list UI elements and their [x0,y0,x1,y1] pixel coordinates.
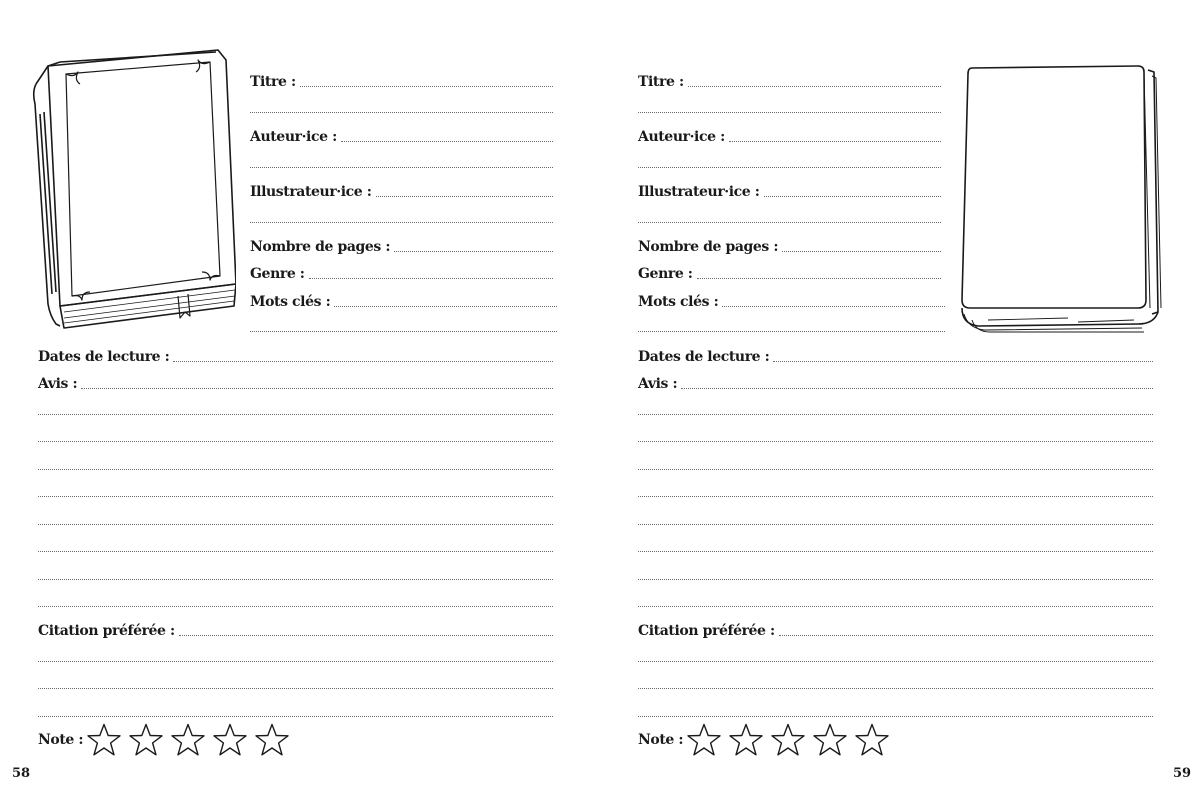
genre-input-line[interactable] [697,275,941,279]
review-field [638,370,1153,392]
genre-field [250,260,553,282]
quote-line[interactable] [638,716,1153,717]
rating-field [638,726,688,748]
open-book-icon [958,62,1164,334]
reading-dates-field [638,343,1153,365]
title-field [250,68,553,90]
review-line[interactable] [38,606,553,607]
quote-line[interactable] [38,716,553,717]
review-line[interactable] [38,496,553,497]
illustrator-input-line[interactable] [376,193,553,197]
quote-line[interactable] [638,661,1153,662]
review-label: Avis : [38,376,78,392]
keywords-input-line[interactable] [334,303,557,307]
illustrator-field [638,178,941,200]
genre-label: Genre : [250,266,305,282]
review-input-line[interactable] [681,385,1153,389]
keywords-field [638,288,945,310]
title-field [638,68,941,90]
star-outline-icon[interactable] [171,723,205,757]
quote-input-line[interactable] [779,632,1153,636]
review-line[interactable] [638,524,1153,525]
title-label: Titre : [250,74,296,90]
reading-dates-input-line[interactable] [173,358,553,362]
rating-stars [687,723,889,757]
review-line[interactable] [638,496,1153,497]
title-input-line[interactable] [300,83,553,87]
page-number: 58 [12,766,31,781]
review-field [38,370,553,392]
rating-stars [87,723,289,757]
quote-label: Citation préférée : [638,623,775,639]
title-label: Titre : [638,74,684,90]
author-input-line[interactable] [729,138,941,142]
pages-input-line[interactable] [394,248,553,252]
review-input-line[interactable] [81,385,553,389]
author-extra-line[interactable] [250,167,553,168]
pages-field [250,233,553,255]
review-line[interactable] [38,551,553,552]
pages-input-line[interactable] [782,248,941,252]
star-outline-icon[interactable] [213,723,247,757]
quote-line[interactable] [638,688,1153,689]
star-outline-icon[interactable] [729,723,763,757]
illustrator-extra-line[interactable] [638,222,941,223]
star-outline-icon[interactable] [813,723,847,757]
title-input-line[interactable] [688,83,941,87]
review-line[interactable] [38,414,553,415]
right-page [600,0,1200,794]
author-extra-line[interactable] [638,167,941,168]
star-outline-icon[interactable] [687,723,721,757]
author-label: Auteur·ice : [638,129,725,145]
genre-label: Genre : [638,266,693,282]
keywords-input-line[interactable] [722,303,945,307]
closed-book-icon [30,44,236,334]
quote-line[interactable] [38,688,553,689]
quote-label: Citation préférée : [38,623,175,639]
pages-label: Nombre de pages : [638,239,779,255]
quote-field [638,617,1153,639]
page-number: 59 [1173,766,1192,781]
review-line[interactable] [38,469,553,470]
quote-input-line[interactable] [179,632,553,636]
review-line[interactable] [38,441,553,442]
genre-field [638,260,941,282]
review-line[interactable] [638,606,1153,607]
star-outline-icon[interactable] [129,723,163,757]
illustrator-field [250,178,553,200]
review-line[interactable] [638,414,1153,415]
reading-dates-label: Dates de lecture : [638,349,770,365]
reading-dates-label: Dates de lecture : [38,349,170,365]
review-line[interactable] [638,469,1153,470]
rating-field [38,726,88,748]
illustrator-label: Illustrateur·ice : [638,184,760,200]
reading-dates-input-line[interactable] [773,358,1153,362]
reading-dates-field [38,343,553,365]
star-outline-icon[interactable] [855,723,889,757]
keywords-extra-line[interactable] [250,331,557,332]
star-outline-icon[interactable] [87,723,121,757]
review-line[interactable] [38,579,553,580]
quote-line[interactable] [38,661,553,662]
author-label: Auteur·ice : [250,129,337,145]
review-line[interactable] [638,441,1153,442]
rating-label: Note : [38,732,84,748]
review-line[interactable] [638,551,1153,552]
review-line[interactable] [38,524,553,525]
star-outline-icon[interactable] [771,723,805,757]
illustrator-label: Illustrateur·ice : [250,184,372,200]
author-field [638,123,941,145]
author-field [250,123,553,145]
title-extra-line[interactable] [250,112,553,113]
review-label: Avis : [638,376,678,392]
pages-label: Nombre de pages : [250,239,391,255]
author-input-line[interactable] [341,138,553,142]
keywords-label: Mots clés : [250,294,331,310]
keywords-label: Mots clés : [638,294,719,310]
rating-label: Note : [638,732,684,748]
review-line[interactable] [638,579,1153,580]
illustrator-extra-line[interactable] [250,222,553,223]
illustrator-input-line[interactable] [764,193,941,197]
keywords-extra-line[interactable] [638,331,945,332]
genre-input-line[interactable] [309,275,553,279]
pages-field [638,233,941,255]
title-extra-line[interactable] [638,112,941,113]
keywords-field [250,288,557,310]
quote-field [38,617,553,639]
star-outline-icon[interactable] [255,723,289,757]
